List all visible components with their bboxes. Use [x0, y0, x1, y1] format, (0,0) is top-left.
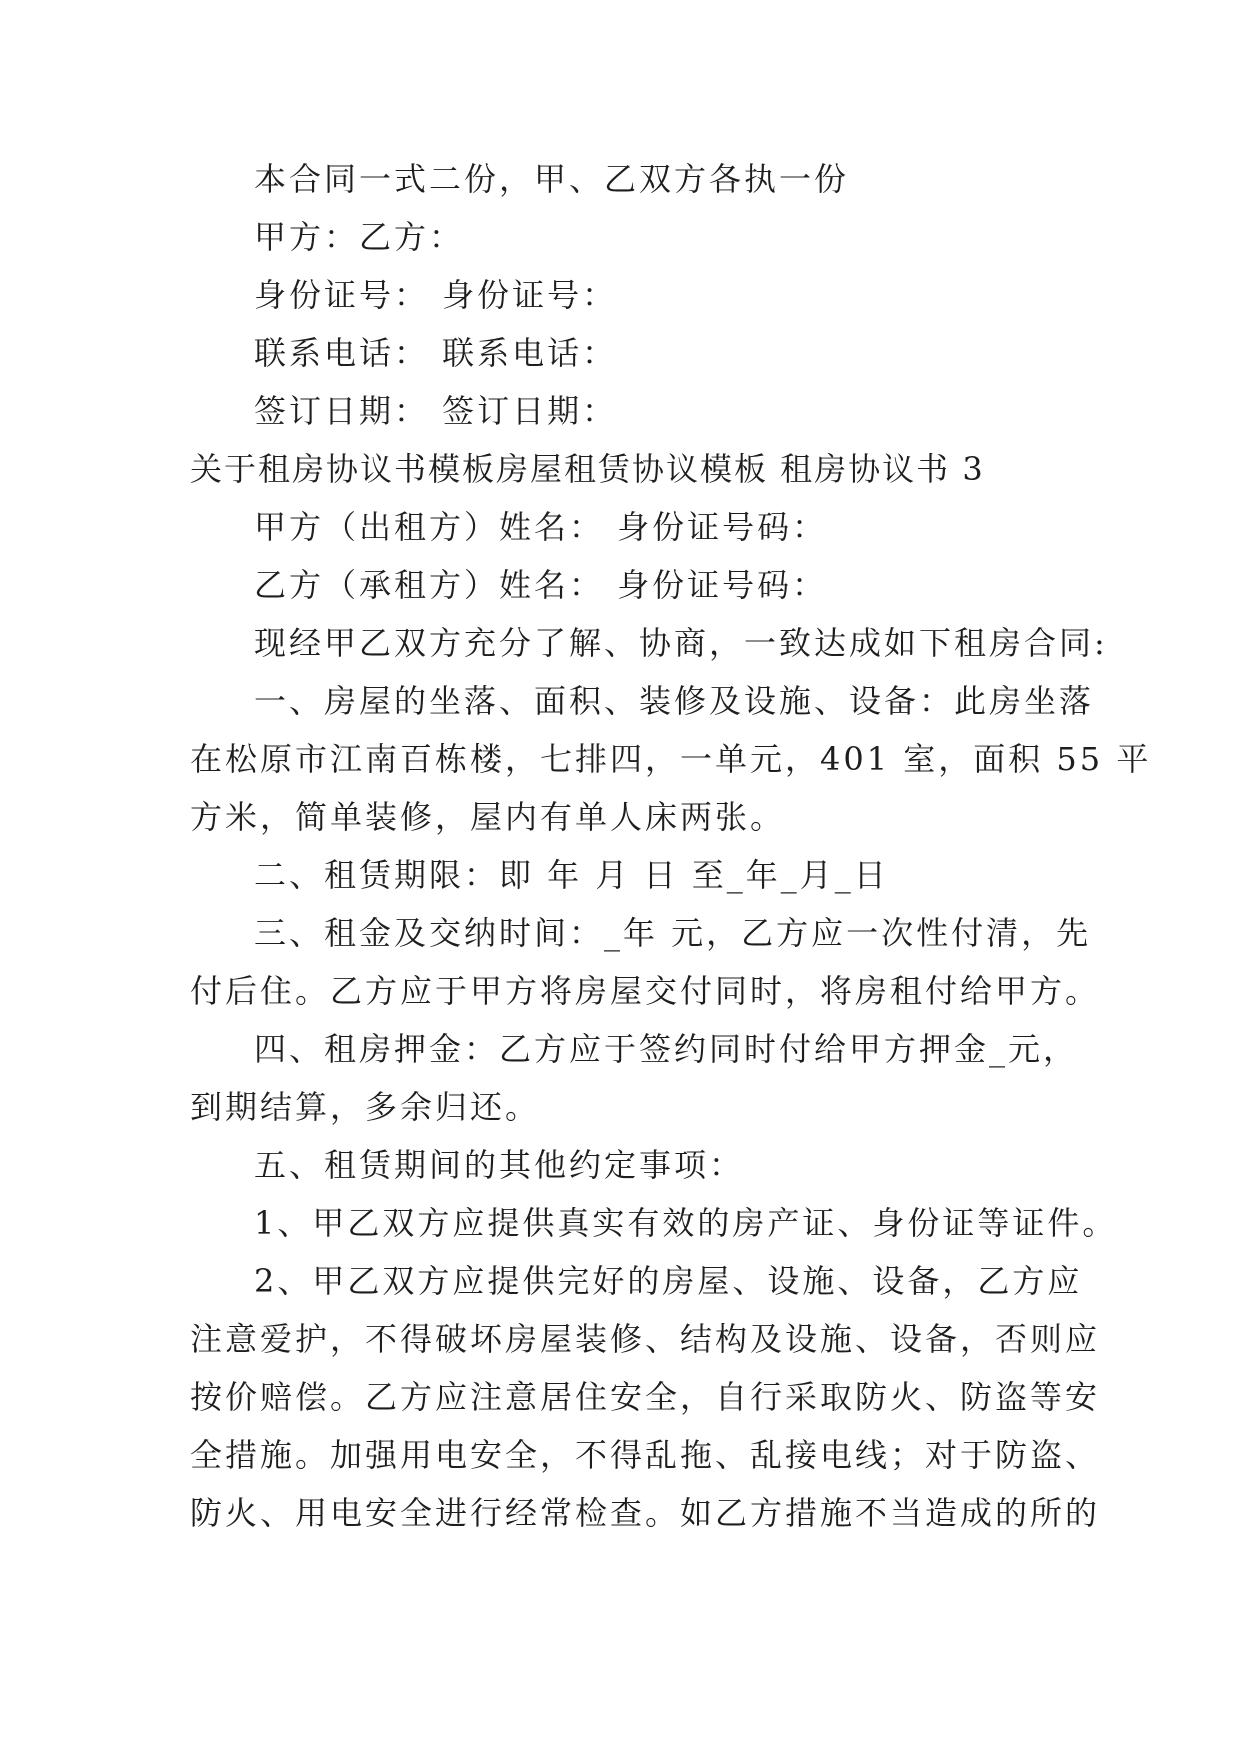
paragraph-line: 乙方（承租方）姓名： 身份证号码： — [254, 566, 828, 604]
paragraph-line: 在松原市江南百栋楼，七排四，一单元，401 室，面积 55 平 — [190, 740, 1152, 778]
paragraph-line: 甲方：乙方： — [254, 218, 465, 256]
paragraph-line: 联系电话： 联系电话： — [254, 334, 618, 372]
paragraph-line: 方米，简单装修，屋内有单人床两张。 — [190, 798, 786, 836]
paragraph-line: 一、房屋的坐落、面积、装修及设施、设备：此房坐落 — [254, 682, 1095, 720]
paragraph-line: 甲方（出租方）姓名： 身份证号码： — [254, 508, 828, 546]
paragraph-line: 按价赔偿。乙方应注意居住安全，自行采取防火、防盗等安 — [190, 1378, 1101, 1416]
paragraph-line: 二、租赁期限：即 年 月 日 至_年_月_日 — [254, 856, 889, 894]
paragraph-line: 现经甲乙双方充分了解、协商，一致达成如下租房合同: — [254, 624, 1108, 662]
paragraph-line: 身份证号： 身份证号： — [254, 276, 618, 314]
paragraph-line: 注意爱护，不得破坏房屋装修、结构及设施、设备，否则应 — [190, 1320, 1101, 1358]
paragraph-line: 三、租金及交纳时间：_年 元，乙方应一次性付清，先 — [254, 914, 1092, 952]
section-title: 关于租房协议书模板房屋租赁协议模板 租房协议书 3 — [190, 450, 985, 488]
paragraph-line: 签订日期： 签订日期： — [254, 392, 618, 430]
paragraph-line: 付后住。乙方应于甲方将房屋交付同时，将房租付给甲方。 — [190, 972, 1101, 1010]
paragraph-line: 2、甲乙双方应提供完好的房屋、设施、设备，乙方应 — [254, 1262, 1083, 1300]
paragraph-line: 四、租房押金：乙方应于签约同时付给甲方押金_元， — [254, 1030, 1079, 1068]
paragraph-line: 到期结算，多余归还。 — [190, 1088, 541, 1126]
paragraph-line: 1、甲乙双方应提供真实有效的房产证、身份证等证件。 — [254, 1204, 1118, 1242]
document-body — [190, 150, 1152, 1542]
paragraph-line: 五、租赁期间的其他约定事项： — [254, 1146, 745, 1184]
paragraph-line: 本合同一式二份，甲、乙双方各执一份 — [254, 160, 850, 198]
paragraph-line: 全措施。加强用电安全，不得乱拖、乱接电线；对于防盗、 — [190, 1436, 1101, 1474]
paragraph-line: 防火、用电安全进行经常检查。如乙方措施不当造成的所的 — [190, 1494, 1101, 1532]
